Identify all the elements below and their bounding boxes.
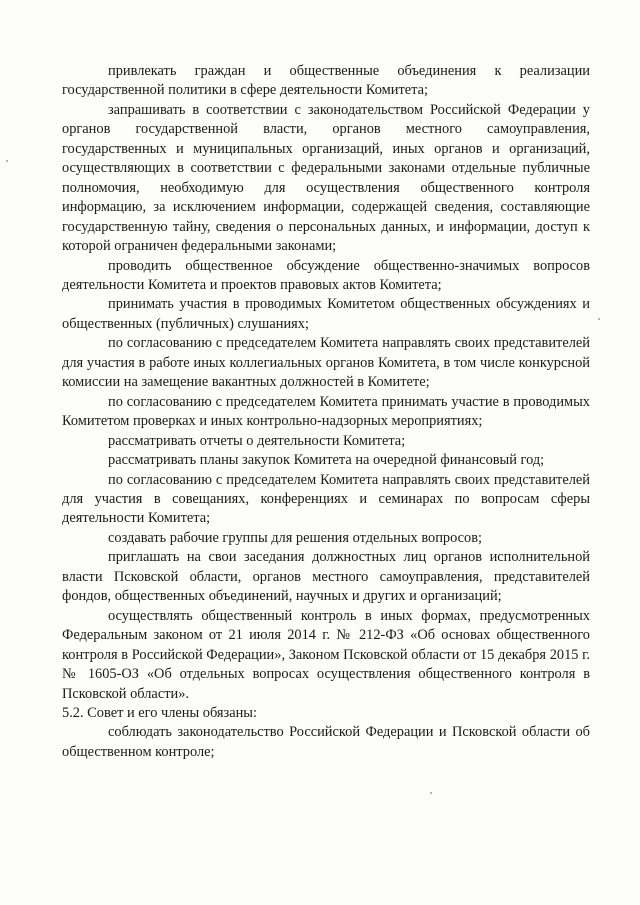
paragraph-review-reports: рассматривать отчеты о деятельности Комитета; bbox=[108, 432, 406, 449]
paragraph-review-procurement: рассматривать планы закупок Комитета на очередной финансовый год; bbox=[108, 452, 545, 469]
paragraph-send-representatives-bodies: по согласованию с председателем Комитета направлять своих представителей для участия в работе иных коллегиальных органов Комитета, в том числе конкурсной комиссии на замещение вакантных должностей в Комитете; bbox=[62, 335, 590, 391]
paragraph-comply-legislation: соблюдать законодательство Российской Федерации и Псковской области об общественном контроле; bbox=[62, 724, 590, 760]
paragraph-public-discussion: проводить общественное обсуждение общественно-значимых вопросов деятельности Комитета и проектов правовых актов Комитета; bbox=[62, 257, 590, 293]
scan-speck bbox=[6, 160, 8, 162]
paragraph-participate-hearings: принимать участия в проводимых Комитетом общественных обсуждениях и общественных (публичных) слушаниях; bbox=[62, 296, 590, 332]
paragraph-involve-citizens: привлекать граждан и общественные объединения к реализации государственной политики в сфере деятельности Комитета; bbox=[62, 63, 590, 99]
paragraph-working-groups: создавать рабочие группы для решения отдельных вопросов; bbox=[108, 529, 483, 546]
paragraph-send-representatives-meetings: по согласованию с председателем Комитета направлять своих представителей для участия в совещаниях, конференциях и семинарах по вопросам сферы деятельности Комитета; bbox=[62, 471, 590, 527]
scan-speck bbox=[598, 318, 600, 320]
document-body bbox=[62, 62, 590, 762]
paragraph-participate-inspections: по согласованию с председателем Комитета принимать участие в проводимых Комитетом проверках и иных контрольно-надзорных мероприятиях; bbox=[62, 393, 590, 430]
paragraph-invite-officials: приглашать на свои заседания должностных лиц органов исполнительной власти Псковской области, органов местного самоуправления, представителей фондов, общественных объединений, научных и других и организаций; bbox=[62, 549, 590, 605]
paragraph-other-forms-control: осуществлять общественный контроль в иных формах, предусмотренных Федеральным законом от 21 июля 2014 г. № 212-ФЗ «Об основах общественного контроля в Российской Федерации», Законом Псковской области от 15 декабря 2015 г. № 1605-ОЗ «Об отдельных вопросах осуществления общественного контроля в Псковской области». bbox=[62, 607, 590, 702]
section-heading-obligations: 5.2. Совет и его члены обязаны: bbox=[62, 704, 257, 721]
scan-speck bbox=[430, 792, 432, 794]
paragraph-request-information: запрашивать в соответствии с законодательством Российской Федерации у органов государственной власти, органов местного самоуправления, государственных и муниципальных организаций, иных органов и организаций, осуществляющих в соответствии с федеральными законами отдельные публичные полномочия, необходимую для осуществления общественного контроля информацию, за исключением информации, содержащей сведения, составляющие государственную тайну, сведения о персональных данных, и информации, доступ к которой ограничен федеральными законами; bbox=[62, 101, 590, 255]
